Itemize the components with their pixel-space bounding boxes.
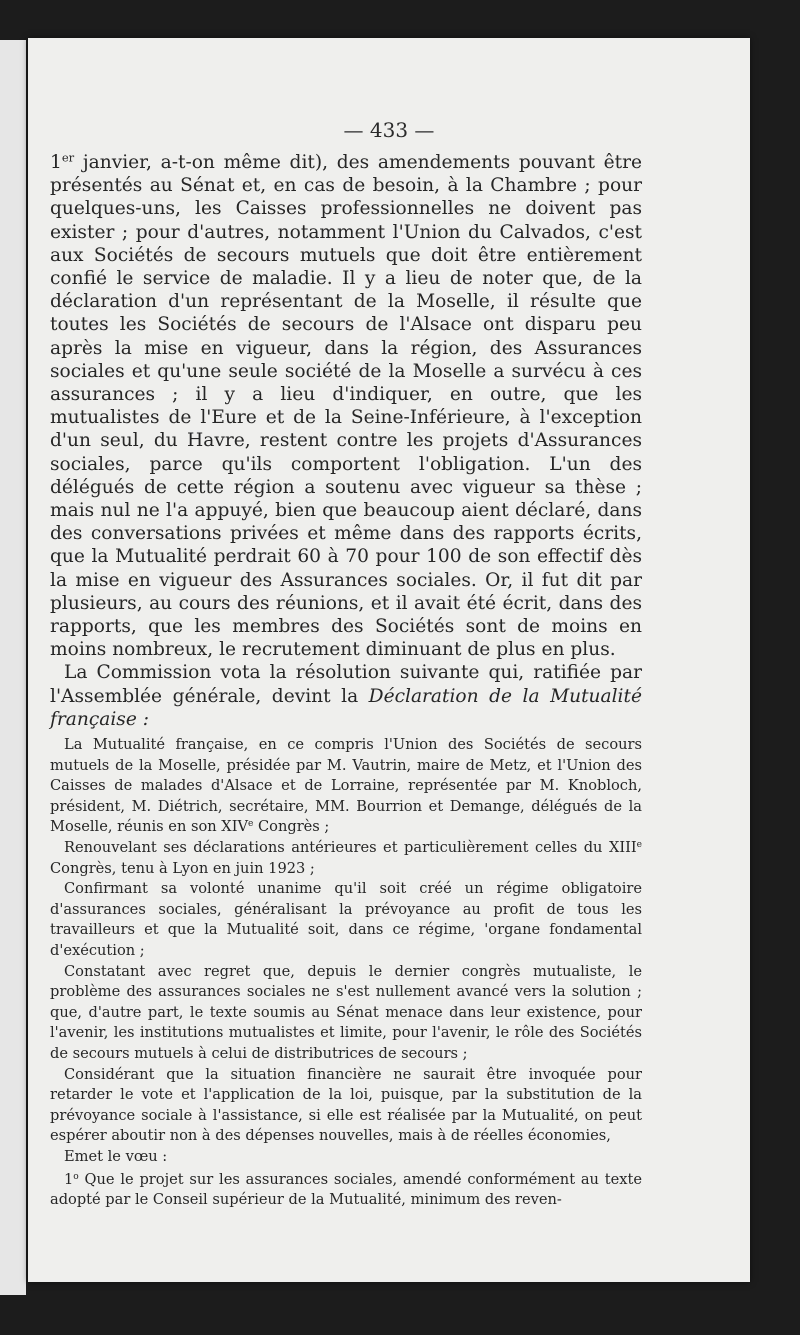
resolution-paragraph: Considérant que la situation financière ne saurait être invoquée pour retarder le vote et l'application de la loi, puisque, par la substitution de la prévoyance sociale à l'assistance, si elle est réalisée par la Mutualité, on peut espérer aboutir non à des dépenses nouvelles, mais à de réelles économies,: [50, 1065, 642, 1145]
resolution-paragraph: Emet le vœu :: [64, 1147, 168, 1165]
superscript: o: [73, 1171, 79, 1182]
resolution-text: Congrès ;: [253, 818, 330, 836]
resolution-paragraph: [50, 838, 642, 879]
paragraph-lead: 1: [50, 152, 62, 173]
superscript: e: [636, 840, 642, 851]
vow-text: Que le projet sur les assurances sociales, amendé conformément au texte adopté par le Conseil supérieur de la Mutualité, minimum des reven-: [50, 1170, 642, 1209]
resolution-paragraph: [50, 735, 642, 838]
book-page: [28, 38, 750, 1282]
adjacent-page-edge: [0, 40, 26, 1295]
declaration-title: Déclaration de la Mutualité française :: [50, 685, 642, 730]
resolution-text: Congrès, tenu à Lyon en juin 1923 ;: [50, 859, 315, 877]
resolution-text: La Mutualité française, en ce compris l'Union des Sociétés de secours mutuels de la Moselle, présidée par M. Vautrin, maire de Metz, et l'Union des Caisses de malades d'Alsace et de Lorraine, représentée par M. Knobloch, président, M. Diétrich, secrétaire, MM. Bourrion et Demange, délégués de la Moselle, réunis en son XIV: [50, 736, 642, 836]
superscript: e: [248, 819, 254, 830]
paragraph-text: La Commission vota la résolution suivante qui, ratifiée par l'Assemblée générale, devint la: [50, 662, 642, 707]
resolution-text: Renouvelant ses déclarations antérieures et particulièrement celles du XIII: [64, 839, 637, 857]
superscript: er: [61, 150, 75, 165]
paragraph-text: janvier, a-t-on même dit), des amendements pouvant être présentés au Sénat et, en cas de besoin, à la Chambre ; pour quelques-uns, les Caisses professionnelles ne doivent pas exister ; pour d'autres, notamment l'Union du Calvados, c'est aux Sociétés de secours mutuels que doit être entièrement confié le service de maladie. Il y a lieu de noter que, de la déclaration d'un représentant de la Moselle, il résulte que toutes les Sociétés de secours de l'Alsace ont disparu peu après la mise en vigueur, dans la région, des Assurances sociales et qu'une seule société de la Moselle a survécu à ces assurances ; il y a lieu d'indiquer, en outre, que les mutualistes de l'Eure et de la Seine-Inférieure, à l'exception d'un seul, du Havre, restent contre les projets d'Assurances sociales, parce qu'ils comportent l'obligation. L'un des délégués de cette région a soutenu avec vigueur sa thèse ; mais nul ne l'a appuyé, bien que beaucoup aient déclaré, dans des conversations privées et même dans des rapports écrits, que la Mutualité perdrait 60 à 70 pour 100 de son effectif dès la mise en vigueur des Assurances sociales. Or, il fut dit par plusieurs, au cours des réunions, et il avait été écrit, dans des rapports, que les membres des Sociétés sont de moins en moins nombreux, le recrutement diminuant de plus en plus.: [50, 152, 642, 661]
vow-number: 1: [64, 1170, 74, 1188]
paragraph-commission: [50, 661, 642, 731]
vow-item: [50, 1170, 642, 1211]
resolution-paragraph: Confirmant sa volonté unanime qu'il soit créé un régime obligatoire d'assurances sociales, généralisant la prévoyance au profit de tous les travailleurs et que la Mutualité soit, dans ce régime, 'organe fondamental d'exécution ;: [50, 880, 642, 960]
resolution-paragraph: Constatant avec regret que, depuis le dernier congrès mutualiste, le problème des assurances sociales ne s'est nullement avancé vers la solution ; que, d'autre part, le texte soumis au Sénat menace dans leur existence, pour l'avenir, les institutions mutualistes et limite, pour l'avenir, le rôle des Sociétés de secours mutuels à celui de distributrices de secours ;: [50, 962, 642, 1062]
page-number: — 433 —: [343, 118, 435, 142]
paragraph-continuation: [50, 151, 642, 661]
page-body: [50, 151, 642, 1211]
